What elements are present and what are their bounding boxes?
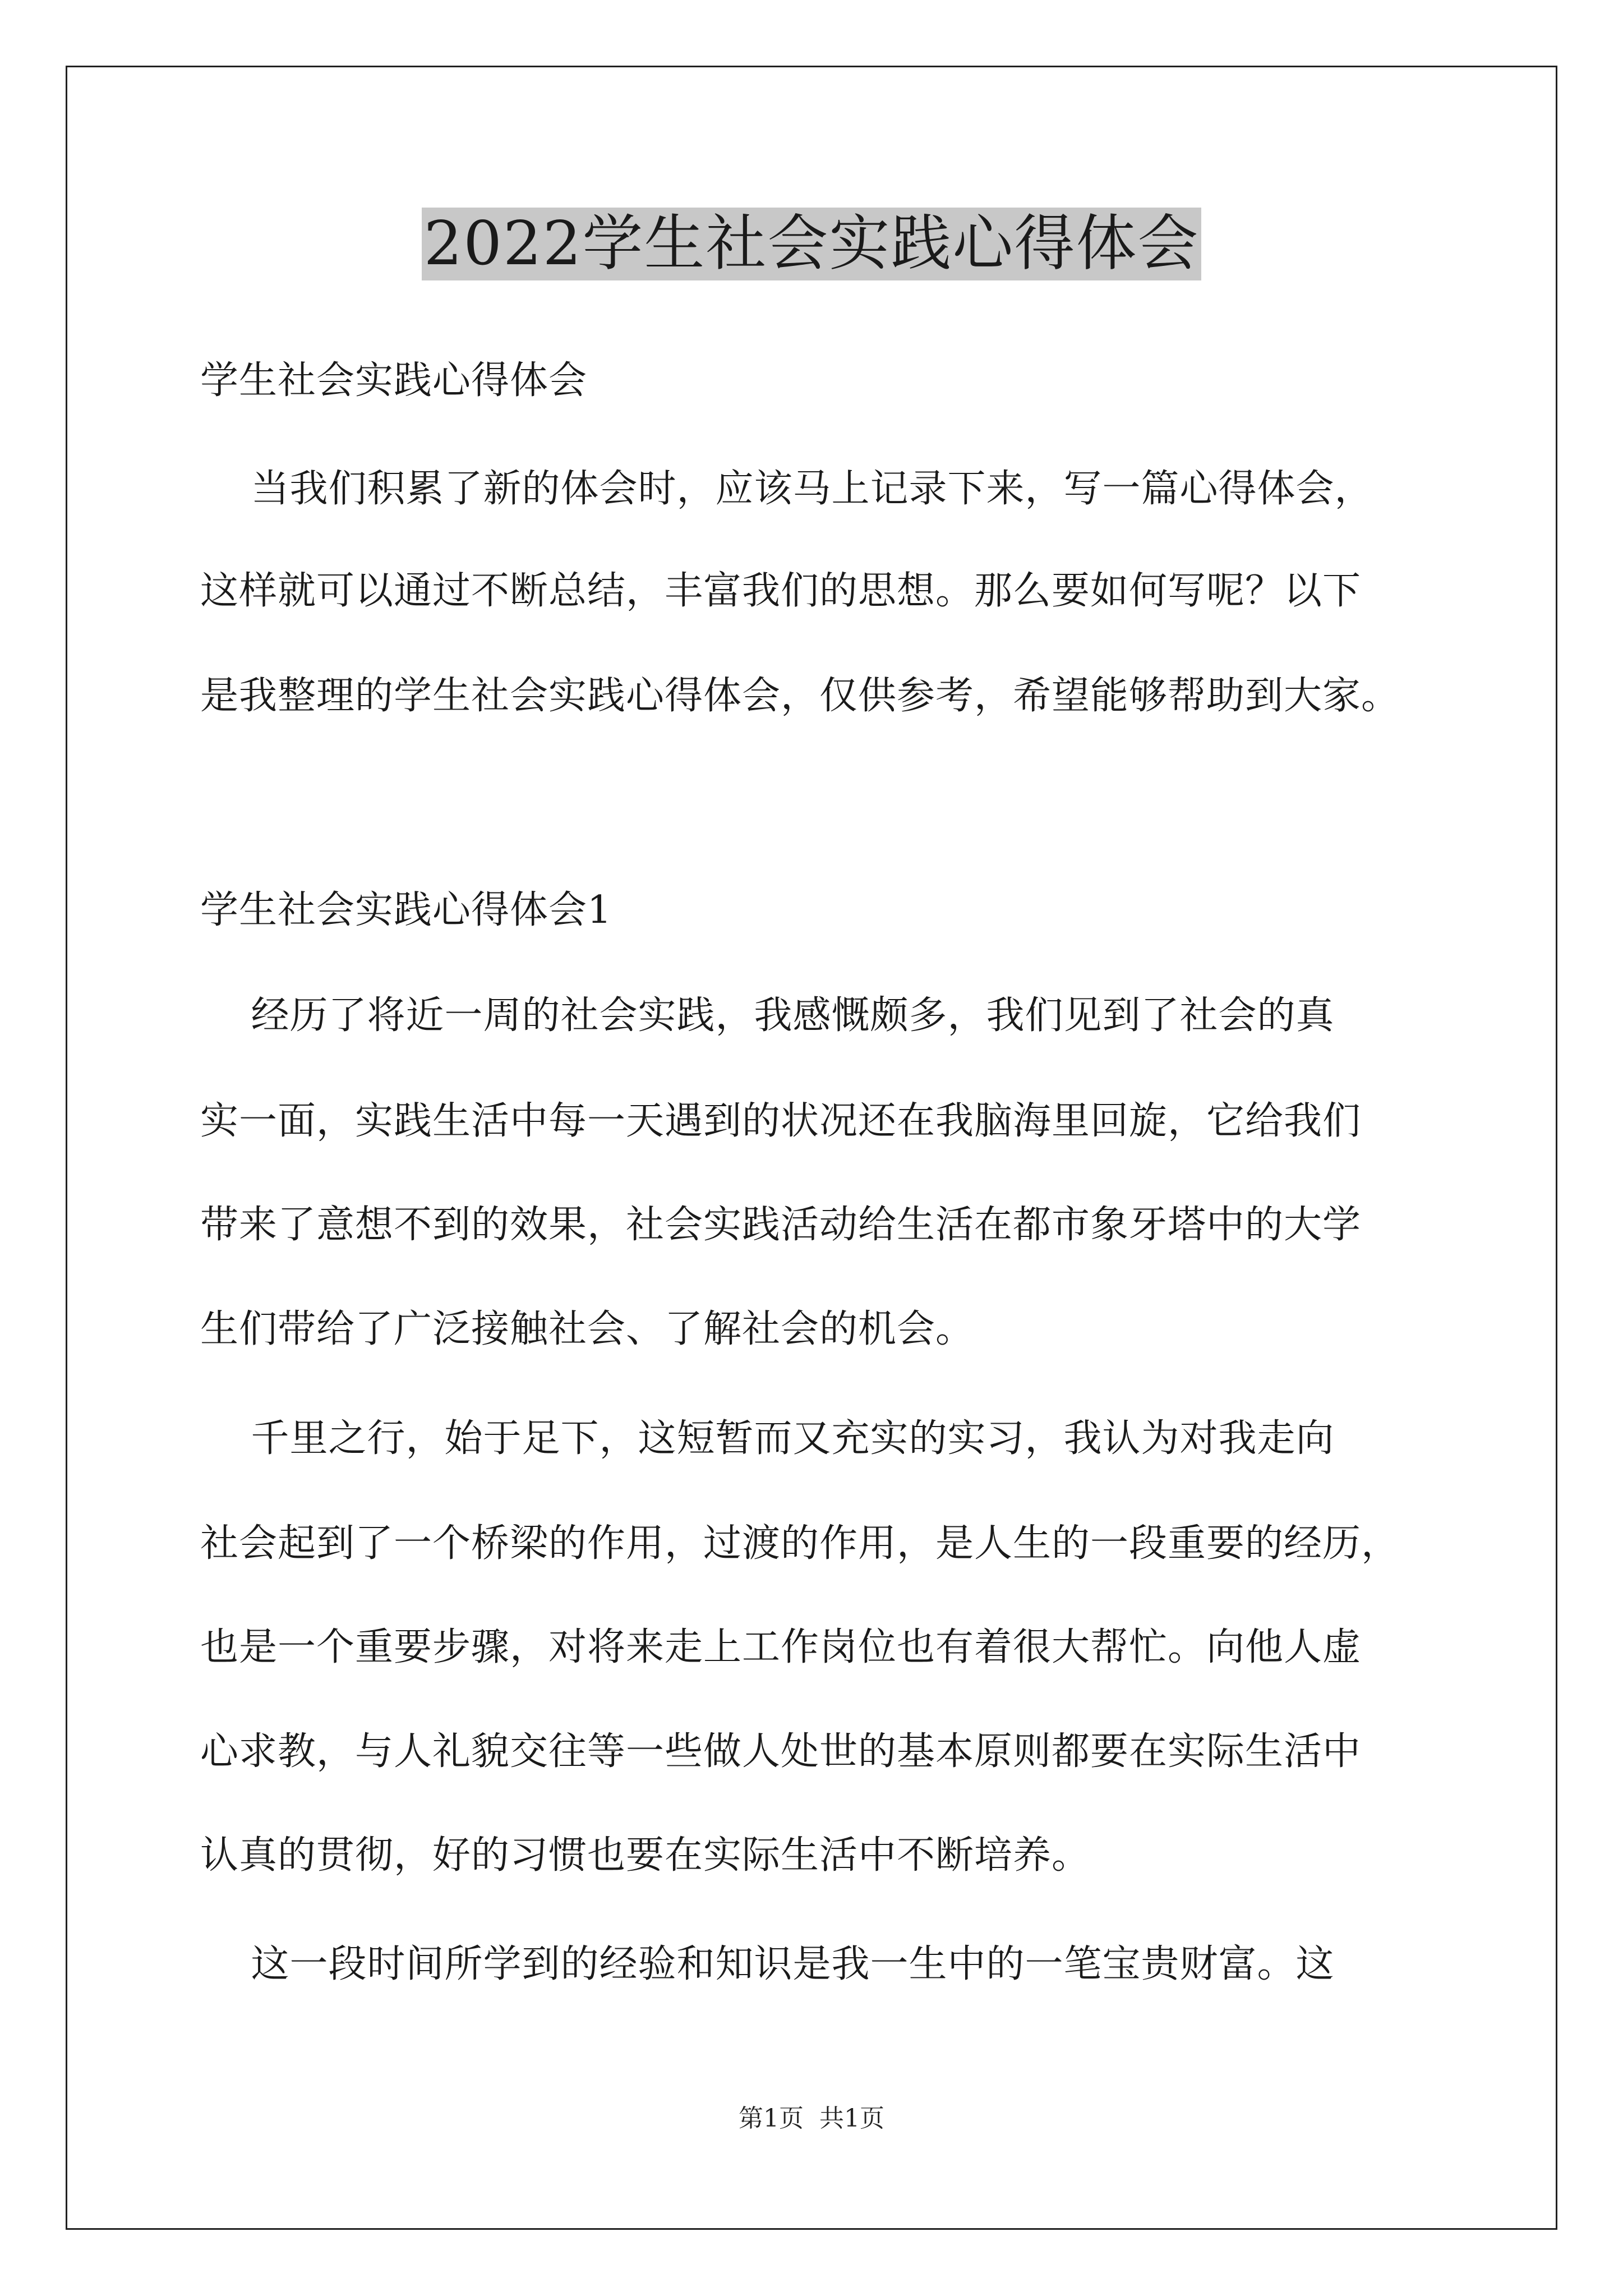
- paragraph-line: 当我们积累了新的体会时，应该马上记录下来，写一篇心得体会，: [200, 467, 1373, 511]
- paragraph-line: 带来了意想不到的效果，社会实践活动给生活在都市象牙塔中的大学: [200, 1203, 1362, 1247]
- paragraph-line: 社会起到了一个桥梁的作用，过渡的作用，是人生的一段重要的经历，: [200, 1521, 1400, 1566]
- paragraph-line: 也是一个重要步骤，对将来走上工作岗位也有着很大帮忙。向他人虚: [200, 1625, 1362, 1669]
- section-heading: 学生社会实践心得体会1: [200, 888, 612, 932]
- paragraph-line: 是我整理的学生社会实践心得体会，仅供参考，希望能够帮助到大家。: [200, 674, 1400, 718]
- subtitle: 学生社会实践心得体会: [200, 358, 588, 403]
- paragraph-line: 实一面，实践生活中每一天遇到的状况还在我脑海里回旋，它给我们: [200, 1099, 1362, 1143]
- page-footer: 第1页 共1页: [739, 2104, 884, 2133]
- paragraph-line: 这样就可以通过不断总结，丰富我们的思想。那么要如何写呢？以下: [200, 569, 1362, 613]
- paragraph-line: 心求教，与人礼貌交往等一些做人处世的基本原则都要在实际生活中: [200, 1729, 1362, 1774]
- document-title: 2022学生社会实践心得体会: [422, 208, 1202, 280]
- paragraph-line: 认真的贯彻，好的习惯也要在实际生活中不断培养。: [200, 1833, 1091, 1878]
- document-title-wrapper: [0, 208, 1623, 280]
- paragraph-line: 千里之行，始于足下，这短暂而又充实的实习，我认为对我走向: [200, 1416, 1335, 1461]
- paragraph-line: 生们带给了广泛接触社会、了解社会的机会。: [200, 1307, 975, 1351]
- paragraph-line: 这一段时间所学到的经验和知识是我一生中的一笔宝贵财富。这: [200, 1942, 1335, 1986]
- paragraph-line: 经历了将近一周的社会实践，我感慨颇多，我们见到了社会的真: [200, 993, 1335, 1038]
